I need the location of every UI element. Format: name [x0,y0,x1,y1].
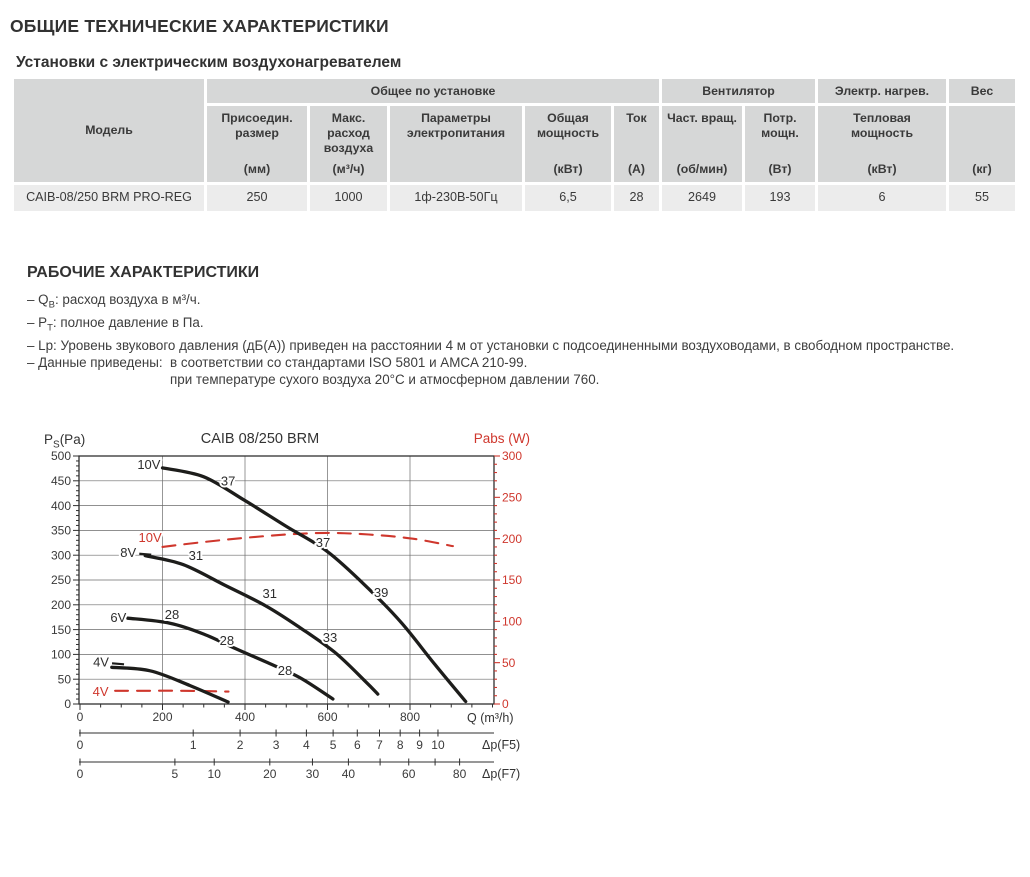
col-unit: (об/мин) [676,162,728,176]
label-leader [139,554,151,555]
note-qb: – $Q_В$: расход воздуха в м³/ч. [27,292,201,311]
col-unit: (А) [627,162,646,176]
row-fan-speed: 2649 [662,185,742,211]
y-left-tick-label: 400 [50,498,71,513]
f5-tick-label: 7 [376,738,383,752]
y-right-tick-label: 100 [502,614,523,629]
curve-label-28: 28 [219,632,235,648]
f7-tick-label: 10 [207,767,221,781]
x-tick-label: 600 [317,710,338,724]
curve-power-4V [115,691,228,692]
x-tick-label: 400 [234,710,256,724]
col-name: Част. вращ. [667,111,737,125]
row-power-supply: 1ф-230В-50Гц [390,185,522,211]
f7-tick-label: 60 [402,767,416,781]
row-model: CAIB-08/250 BRM PRO-REG [14,185,204,211]
row-fan-power: 193 [745,185,815,211]
col-unit: (кг) [972,162,992,176]
f5-tick-label: 2 [236,738,244,752]
y-right-tick-label: 50 [502,655,516,670]
page-title: ОБЩИЕ ТЕХНИЧЕСКИЕ ХАРАКТЕРИСТИКИ [10,16,389,36]
note-lp: – Lp: Уровень звукового давления (дБ(А)) приведен на расстоянии 4 м от установки с подсоединенными воздуховодами, в свободном пространстве. [27,337,955,353]
f5-tick-label: 9 [416,738,423,752]
f7-tick-label: 80 [452,767,467,781]
chart-title: CAIB 08/250 BRM [200,431,320,447]
row-current: 28 [614,185,659,211]
y-left-tick-label: 500 [50,449,71,464]
col-name: Тепловая мощность [850,111,914,140]
y-left-tick-label: 250 [50,573,71,588]
y-right-tick-label: 150 [502,573,523,588]
curve-label-39: 39 [373,585,389,601]
col-header-current [614,106,659,182]
y-left-tick-label: 50 [57,672,71,687]
curve-label-31: 31 [262,586,277,602]
y-left-axis-title: $P_S(Pa)$ [44,432,86,451]
curve-fan-10V [163,468,466,702]
curve-label-8V: 8V [120,545,137,561]
col-header-fan-speed [662,106,742,182]
note-conditions: при температуре сухого воздуха 20°C и атмосферном давлении 760. [170,372,600,388]
col-name: Присоедин. размер [221,111,293,140]
curve-label-28: 28 [277,663,293,679]
spec-table [14,79,1015,211]
f7-tick-label: 30 [305,767,320,781]
section-subtitle: Установки с электрическим воздухонагревателем [16,54,402,71]
row-heat-power: 6 [818,185,946,211]
f7-tick-label: 0 [76,767,84,781]
x-tick-label: 200 [152,710,173,724]
col-header-model: Модель [14,79,204,182]
curve-label-6V: 6V [110,609,127,625]
f5-axis-title: Δp(F5) [482,738,521,752]
col-unit: (кВт) [867,162,897,176]
row-weight: 55 [949,185,1015,211]
f5-tick-label: 6 [353,738,361,752]
y-right-tick-label: 300 [502,449,523,464]
note-pt: – $P_Т$: полное давление в Па. [27,314,204,334]
notes-heading: РАБОЧИЕ ХАРАКТЕРИСТИКИ [27,264,260,281]
col-name: Параметры электропитания [406,111,506,140]
f5-tick-label: 5 [329,738,337,752]
col-header-max-flow [310,106,387,182]
label-leader [112,663,124,664]
label-leader [129,619,141,620]
col-unit: (Вт) [768,162,792,176]
col-name: Ток [626,111,647,125]
curve-label-10V: 10V [138,530,162,546]
group-header-heater: Электр. нагрев. [818,79,946,103]
x-axis-title: Q (m³/h) [467,711,514,725]
f5-tick-label: 8 [396,738,404,752]
note-standards: – Данные приведены: в соответствии со стандартами ISO 5801 и AMCA 210-99. [27,354,528,370]
f5-tick-label: 3 [272,738,280,752]
y-left-tick-label: 350 [50,523,71,538]
curve-label-4V: 4V [92,683,109,699]
f7-axis-title: Δp(F7) [482,767,521,781]
y-right-tick-label: 0 [502,697,509,712]
y-left-tick-label: 200 [50,598,71,612]
curve-label-4V: 4V [93,654,109,670]
col-header-weight-unit [949,106,1015,182]
f7-tick-label: 5 [171,767,179,781]
row-total-power: 6,5 [525,185,611,211]
row-max-flow: 1000 [310,185,387,211]
col-header-total-power [525,106,611,182]
curve-fan-4V [112,667,228,702]
y-left-tick-label: 300 [50,548,71,563]
x-tick-label: 800 [399,710,421,724]
col-unit: (кВт) [553,162,583,176]
f5-tick-label: 1 [189,738,197,752]
group-header-weight: Вес [949,79,1015,103]
col-name: Макс. расход воздуха [323,111,374,155]
performance-chart [30,418,550,790]
f7-tick-label: 20 [263,767,277,781]
curve-label-37: 37 [315,535,331,551]
f5-tick-label: 4 [303,738,310,752]
f5-tick-label: 10 [431,738,445,752]
y-left-tick-label: 0 [64,697,71,712]
y-right-tick-label: 250 [502,490,523,505]
col-name: Общая мощность [536,111,600,140]
x-tick-label: 0 [76,710,84,724]
col-unit: (м³/ч) [332,162,365,176]
y-left-tick-label: 450 [50,474,71,488]
f7-tick-label: 40 [341,767,356,781]
y-left-tick-label: 150 [50,622,71,637]
col-header-power-supply [390,106,522,182]
f5-tick-label: 0 [76,738,84,752]
curve-label-33: 33 [322,629,338,645]
group-header-general: Общее по установке [207,79,659,103]
curve-label-28: 28 [164,607,180,623]
curve-label-31: 31 [188,547,204,563]
col-header-conn-size [207,106,307,182]
row-conn-size: 250 [207,185,307,211]
curve-label-10V: 10V [137,457,161,473]
col-unit: (мм) [243,162,271,176]
y-right-axis-title: Pabs (W) [473,431,530,446]
curve-label-37: 37 [220,473,236,489]
col-header-fan-power [745,106,815,182]
y-left-tick-label: 100 [50,647,71,662]
y-right-tick-label: 200 [502,531,523,546]
col-name: Потр. мощн. [761,111,799,140]
group-header-fan: Вентилятор [662,79,815,103]
working-characteristics [27,264,1017,388]
col-header-heat-power [818,106,946,182]
